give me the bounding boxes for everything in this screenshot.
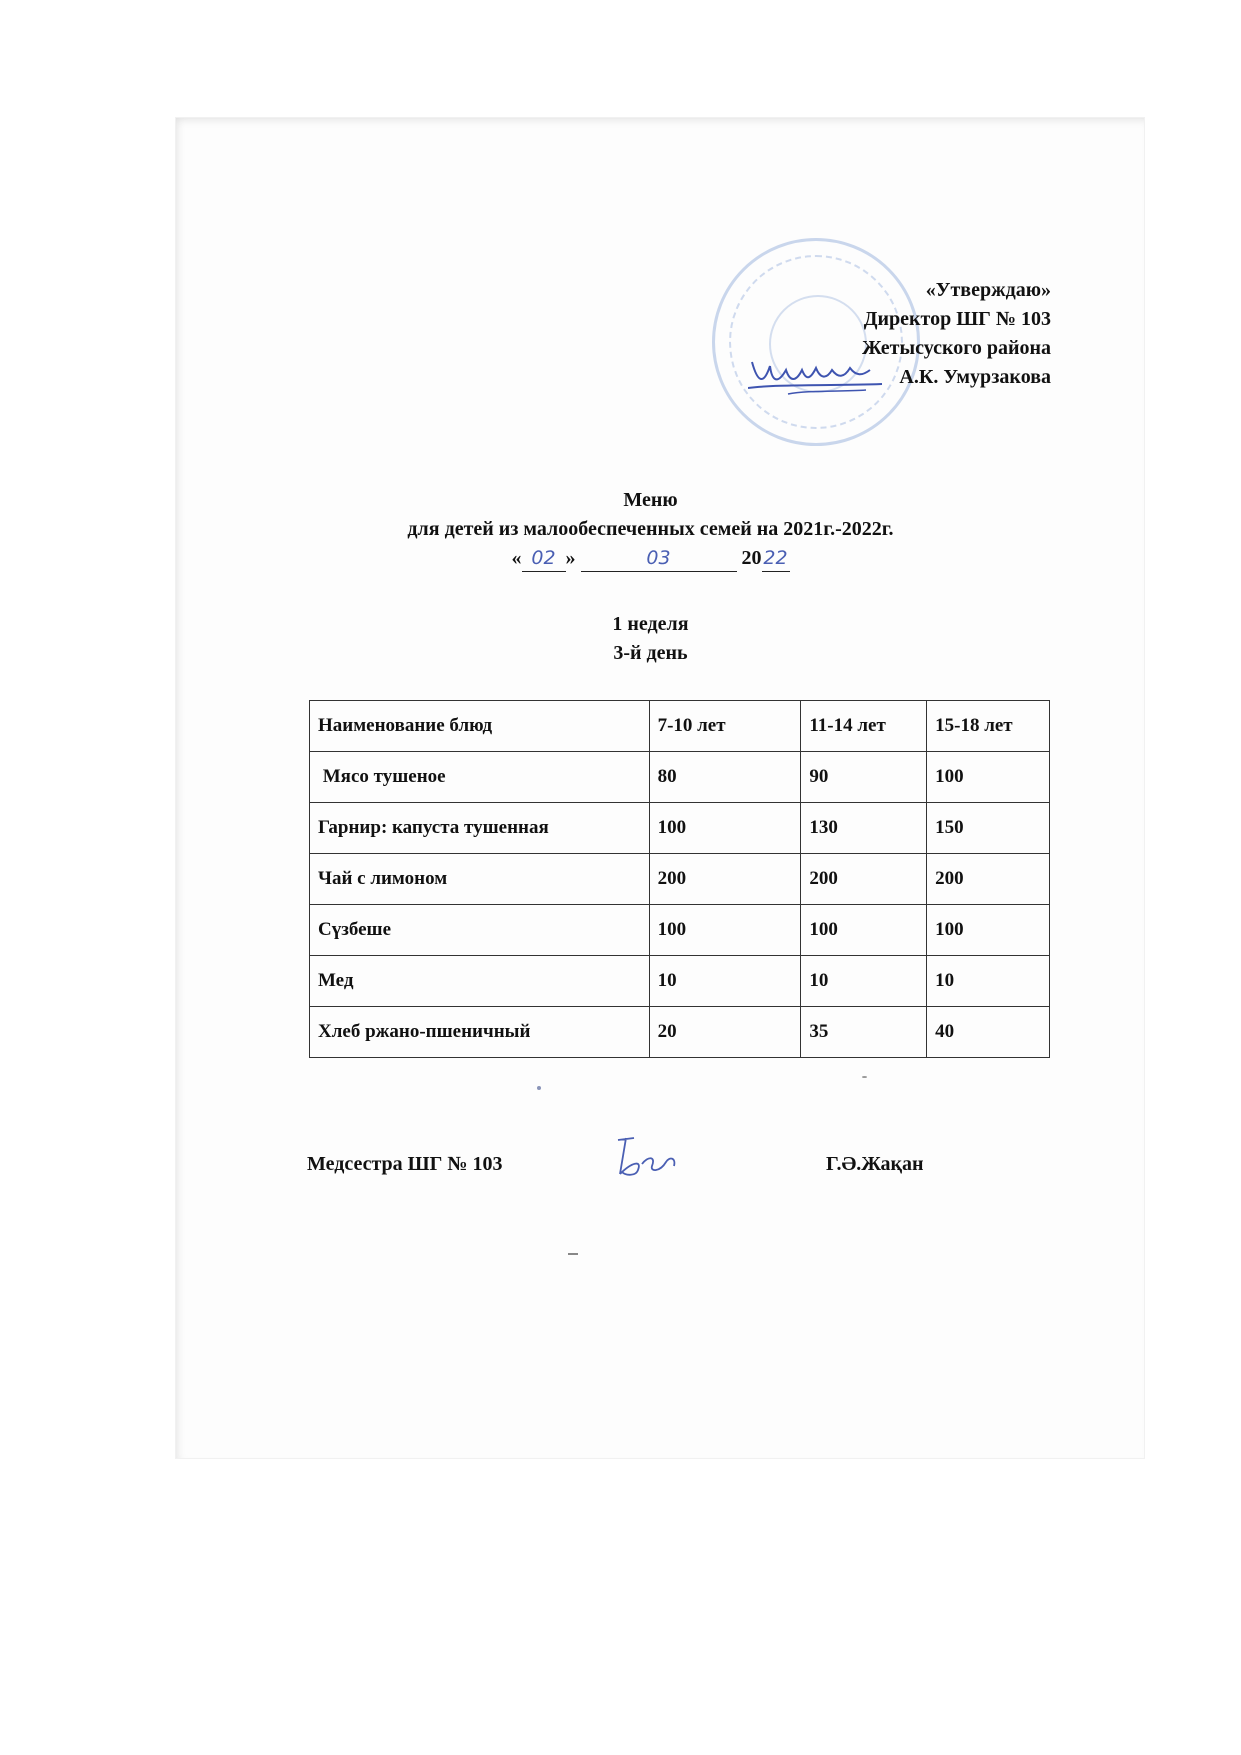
nurse-name: Г.Ә.Жақан	[826, 1153, 924, 1175]
week-label: 1 неделя	[612, 613, 689, 635]
dish-name: Мясо тушеное	[310, 752, 650, 803]
date-year-suffix: 22	[762, 545, 790, 572]
table-row	[310, 752, 1050, 803]
date-close-quote: »	[565, 547, 576, 569]
portion-7-10: 20	[649, 1007, 801, 1058]
portion-11-14: 100	[801, 905, 927, 956]
portion-7-10: 100	[649, 803, 801, 854]
portion-7-10: 100	[649, 905, 801, 956]
portion-15-18: 150	[927, 803, 1050, 854]
document-title	[0, 486, 1241, 573]
approval-line-4: А.К. Умурзакова	[899, 366, 1051, 388]
scan-speck	[537, 1086, 541, 1090]
portion-11-14: 90	[801, 752, 927, 803]
portion-11-14: 200	[801, 854, 927, 905]
dish-name: Сүзбеше	[310, 905, 650, 956]
portion-7-10: 80	[649, 752, 801, 803]
header-age-15-18: 15-18 лет	[927, 701, 1050, 752]
title-line-1: Меню	[623, 489, 678, 511]
date-line	[512, 544, 790, 573]
portion-15-18: 10	[927, 956, 1050, 1007]
portion-15-18: 100	[927, 905, 1050, 956]
dish-name: Гарнир: капуста тушенная	[310, 803, 650, 854]
portion-11-14: 35	[801, 1007, 927, 1058]
date-month: 03	[581, 545, 737, 572]
scan-speck	[862, 1076, 867, 1078]
table-row	[310, 905, 1050, 956]
portion-11-14: 10	[801, 956, 927, 1007]
date-year-prefix: 20	[741, 547, 762, 569]
table-row	[310, 854, 1050, 905]
period-block	[0, 610, 1241, 668]
portion-11-14: 130	[801, 803, 927, 854]
title-line-2: для детей из малообеспеченных семей на 2021г.-2022г.	[407, 518, 894, 540]
header-dish: Наименование блюд	[310, 701, 650, 752]
nurse-position: Медсестра ШГ № 103	[307, 1153, 503, 1175]
portion-15-18: 200	[927, 854, 1050, 905]
table-row	[310, 956, 1050, 1007]
portion-7-10: 200	[649, 854, 801, 905]
dish-name: Хлеб ржано-пшеничный	[310, 1007, 650, 1058]
header-age-11-14: 11-14 лет	[801, 701, 927, 752]
approval-block	[862, 276, 1051, 392]
header-age-7-10: 7-10 лет	[649, 701, 801, 752]
nurse-signature-icon	[612, 1132, 682, 1180]
portion-15-18: 100	[927, 752, 1050, 803]
dish-name: Чай с лимоном	[310, 854, 650, 905]
menu-table	[309, 700, 1050, 1058]
scan-mark	[568, 1253, 578, 1255]
approval-line-3: Жетысуского района	[862, 337, 1051, 359]
dish-name: Мед	[310, 956, 650, 1007]
date-day: 02	[522, 545, 566, 572]
portion-15-18: 40	[927, 1007, 1050, 1058]
date-open-quote: «	[511, 547, 522, 569]
approval-line-1: «Утверждаю»	[925, 279, 1051, 301]
portion-7-10: 10	[649, 956, 801, 1007]
table-row	[310, 1007, 1050, 1058]
table-header-row	[310, 701, 1050, 752]
director-signature-icon	[748, 354, 884, 398]
day-label: 3-й день	[613, 642, 688, 664]
approval-line-2: Директор ШГ № 103	[863, 308, 1051, 330]
table-row	[310, 803, 1050, 854]
